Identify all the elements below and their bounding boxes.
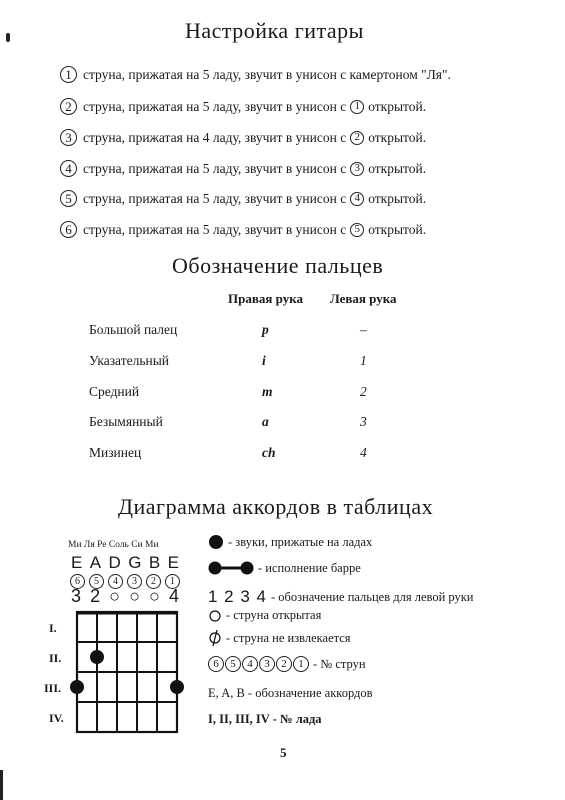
string-letter: E bbox=[167, 553, 179, 572]
finger-name: Безымянный bbox=[89, 414, 163, 429]
legend-pressed bbox=[208, 534, 372, 550]
string-mark: 4 bbox=[168, 586, 179, 606]
fret-label: III. bbox=[44, 681, 62, 695]
finger-dot bbox=[170, 680, 184, 694]
tuning-row bbox=[60, 129, 426, 146]
tuning-tail: открытой. bbox=[368, 129, 427, 145]
dot-icon bbox=[208, 534, 224, 550]
string-number-circle: 6 bbox=[208, 656, 224, 672]
string-mark: ○ bbox=[109, 586, 121, 606]
string-mark: 3 bbox=[71, 586, 82, 606]
string-number-circle: 2 bbox=[60, 98, 77, 115]
ref-string-circle: 4 bbox=[350, 192, 364, 206]
string-number-circle: 5 bbox=[60, 190, 77, 207]
tuning-row bbox=[60, 221, 426, 238]
finger-name: Указательный bbox=[89, 353, 169, 368]
left-hand-symbol: – bbox=[360, 322, 367, 337]
ref-string-circle: 5 bbox=[350, 223, 364, 237]
finger-name: Средний bbox=[89, 384, 140, 399]
legend-open bbox=[208, 608, 321, 623]
string-letter: E bbox=[71, 553, 83, 572]
tuning-row bbox=[60, 66, 451, 83]
fret-label: II. bbox=[49, 651, 62, 665]
string-number-circle: 4 bbox=[242, 656, 258, 672]
tuning-tail: открытой. bbox=[368, 190, 427, 206]
string-number-circle: 1 bbox=[60, 66, 77, 83]
right-hand-symbol: m bbox=[262, 384, 273, 399]
string-number-circle: 5 bbox=[89, 574, 104, 589]
left-hand-symbol: 2 bbox=[360, 384, 367, 399]
tuning-text: струна, прижатая на 5 ладу, звучит в унисон с камертоном "Ля". bbox=[83, 66, 451, 82]
string-number-circle: 2 bbox=[276, 656, 292, 672]
right-hand-symbol: a bbox=[262, 414, 269, 429]
fret-label: I. bbox=[49, 621, 57, 635]
ref-string-circle: 3 bbox=[350, 162, 364, 176]
ref-string-circle: 1 bbox=[350, 100, 364, 114]
legend-fingers bbox=[208, 587, 474, 607]
string-letter: A bbox=[89, 553, 102, 572]
string-number-circle: 2 bbox=[146, 574, 161, 589]
tuning-text: струна, прижатая на 5 ладу, звучит в унисон с bbox=[83, 98, 347, 114]
legend-muted bbox=[208, 629, 351, 647]
left-hand-symbol: 4 bbox=[360, 445, 367, 460]
muted-string-icon bbox=[208, 629, 222, 647]
left-hand-symbol: 1 bbox=[360, 353, 367, 368]
tuning-row bbox=[60, 190, 426, 207]
finger-dot bbox=[90, 650, 104, 664]
tuning-tail: открытой. bbox=[368, 98, 427, 114]
legend-muted-text: - струна не извлекается bbox=[226, 630, 351, 645]
string-letter: G bbox=[128, 553, 142, 572]
string-number-circle: 6 bbox=[70, 574, 85, 589]
string-mark: 2 bbox=[90, 586, 101, 606]
right-hand-header: Правая рука bbox=[228, 291, 303, 306]
ref-string-circle: 2 bbox=[350, 131, 364, 145]
fretboard bbox=[60, 604, 190, 734]
fingers-title: Обозначение пальцев bbox=[172, 253, 384, 278]
legend-pressed-text: - звуки, прижатые на ладах bbox=[228, 534, 373, 549]
legend-strings-text: - № струн bbox=[313, 656, 366, 671]
legend-frets: I, II, III, IV - № лада bbox=[208, 712, 322, 726]
finger-name: Большой палец bbox=[89, 322, 178, 337]
string-letter: D bbox=[108, 553, 121, 572]
string-letters bbox=[71, 553, 179, 573]
tuning-text: струна, прижатая на 4 ладу, звучит в унисон с bbox=[83, 129, 347, 145]
tuning-text: струна, прижатая на 5 ладу, звучит в унисон с bbox=[83, 160, 347, 176]
barre-icon bbox=[208, 560, 254, 576]
page-number: 5 bbox=[280, 745, 287, 760]
scan-edge bbox=[0, 770, 3, 800]
finger-numbers: 1 2 3 4 bbox=[208, 587, 267, 606]
string-number-circle: 4 bbox=[60, 160, 77, 177]
string-number-circle: 1 bbox=[165, 574, 180, 589]
legend-chord-names: E, A, B - обозначение аккордов bbox=[208, 686, 373, 700]
left-hand-header: Левая рука bbox=[330, 291, 397, 306]
string-number-circle: 3 bbox=[259, 656, 275, 672]
right-hand-symbol: ch bbox=[262, 445, 276, 460]
finger-name: Мизинец bbox=[89, 445, 142, 460]
string-mark: ○ bbox=[149, 586, 160, 606]
tuning-text: струна, прижатая на 5 ладу, звучит в унисон с bbox=[83, 190, 347, 206]
string-number-circle: 3 bbox=[127, 574, 142, 589]
tuning-row bbox=[60, 98, 426, 115]
string-number-circle: 4 bbox=[108, 574, 123, 589]
tuning-tail: открытой. bbox=[368, 221, 427, 237]
string-number-circle: 5 bbox=[225, 656, 241, 672]
string-names: Ми Ля Ре Соль Си Ми bbox=[68, 540, 159, 550]
right-hand-symbol: i bbox=[262, 353, 266, 368]
left-hand-symbol: 3 bbox=[360, 414, 367, 429]
string-number-circle: 1 bbox=[293, 656, 309, 672]
string-letter: B bbox=[148, 553, 161, 572]
legend-open-text: - струна открытая bbox=[226, 608, 322, 622]
tuning-tail: открытой. bbox=[368, 160, 427, 176]
scan-mark bbox=[6, 33, 10, 42]
string-number-circle: 6 bbox=[60, 221, 77, 238]
legend-strings bbox=[208, 656, 366, 672]
legend-barre-text: - исполнение барре bbox=[258, 560, 361, 575]
string-mark: ○ bbox=[129, 586, 140, 606]
legend-barre bbox=[208, 560, 361, 576]
open-circle-icon bbox=[208, 609, 222, 623]
fret-label: IV. bbox=[49, 711, 64, 725]
string-circles-row bbox=[208, 656, 309, 672]
tuning-row bbox=[60, 160, 426, 177]
string-number-circle: 3 bbox=[60, 129, 77, 146]
legend-fingers-text: - обозначение пальцев для левой руки bbox=[271, 589, 474, 604]
finger-dot bbox=[70, 680, 84, 694]
chords-title: Диаграмма аккордов в таблицах bbox=[118, 494, 434, 519]
tuning-title: Настройка гитары bbox=[185, 18, 364, 43]
right-hand-symbol: p bbox=[262, 322, 269, 337]
tuning-text: струна, прижатая на 5 ладу, звучит в унисон с bbox=[83, 221, 347, 237]
